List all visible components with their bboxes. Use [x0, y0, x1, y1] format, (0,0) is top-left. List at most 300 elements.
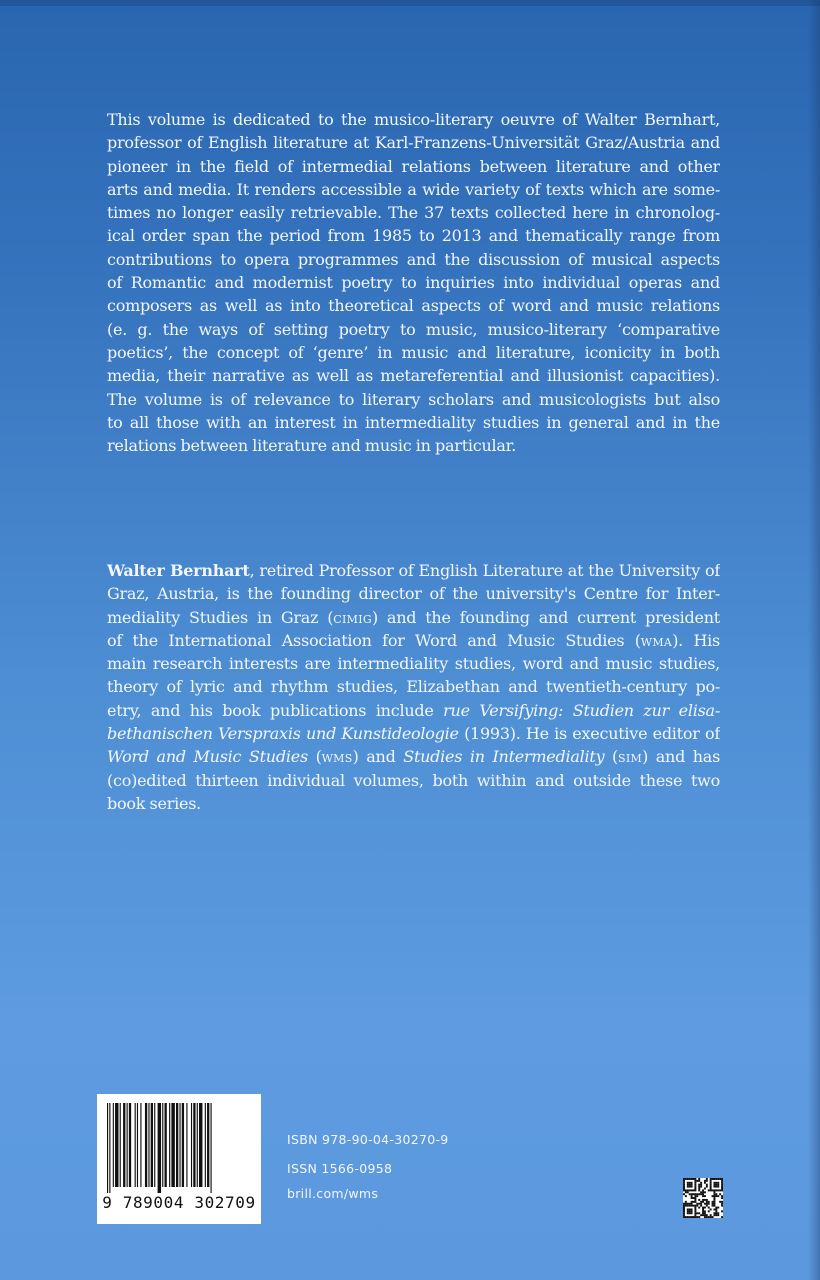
- bio-line: Word and Music Studies (wms) and Studies in Intermediality (sim) and has: [107, 747, 720, 767]
- qr-module: [712, 1205, 714, 1207]
- qr-module: [698, 1193, 700, 1195]
- barcode: [97, 1094, 261, 1224]
- bio-line: book series.: [107, 793, 201, 813]
- qr-module: [721, 1182, 723, 1184]
- qr-module: [713, 1178, 715, 1180]
- qr-module: [683, 1214, 685, 1216]
- qr-module: [721, 1188, 723, 1190]
- blurb-line: (e. g. the ways of setting poetry to music, musico-literary ‘comparative: [107, 319, 720, 339]
- qr-module: [683, 1180, 685, 1182]
- qr-module: [715, 1208, 717, 1210]
- qr-module: [696, 1216, 698, 1218]
- blurb-line: of Romantic and modernist poetry to inquiries into individual operas and: [107, 273, 720, 293]
- qr-module: [689, 1208, 691, 1210]
- barcode-bar: [193, 1103, 195, 1187]
- right-edge-shadow: [808, 0, 820, 1280]
- isbn-number: ISBN 978-90-04-30270-9: [287, 1132, 449, 1147]
- qr-module: [693, 1197, 695, 1199]
- qr-module: [708, 1210, 710, 1212]
- qr-module: [717, 1184, 719, 1186]
- qr-module: [694, 1197, 696, 1199]
- qr-module: [683, 1212, 685, 1214]
- qr-module: [721, 1184, 723, 1186]
- wms-abbr: wms: [321, 747, 353, 767]
- barcode-bar: [120, 1103, 121, 1187]
- qr-module: [713, 1184, 715, 1186]
- qr-module: [694, 1210, 696, 1212]
- qr-module: [702, 1207, 704, 1209]
- bio-line: main research interests are intermediality studies, word and music studies,: [107, 654, 720, 674]
- barcode-bar: [127, 1103, 128, 1187]
- blurb-line: media, their narrative as well as metareferential and illusionist capacities).: [107, 366, 720, 386]
- qr-module: [693, 1205, 695, 1207]
- bio-line: Walter Bernhart, retired Professor of English Literature at the University of: [107, 561, 720, 580]
- qr-module: [685, 1216, 687, 1218]
- qr-module: [685, 1189, 687, 1191]
- qr-module: [721, 1178, 723, 1180]
- barcode-bar: [207, 1103, 209, 1187]
- qr-module: [702, 1193, 704, 1195]
- qr-module: [710, 1214, 712, 1216]
- qr-module: [694, 1193, 696, 1195]
- qr-module: [708, 1216, 710, 1218]
- qr-module: [685, 1191, 687, 1193]
- qr-module: [689, 1182, 691, 1184]
- qr-module: [719, 1193, 721, 1195]
- qr-module: [710, 1189, 712, 1191]
- qr-module: [696, 1193, 698, 1195]
- qr-module: [685, 1195, 687, 1197]
- qr-module: [694, 1180, 696, 1182]
- issn-number: ISSN 1566-0958: [287, 1161, 393, 1176]
- blurb-line: ical order span the period from 1985 to 2013 and thematically range from: [107, 226, 720, 246]
- qr-module: [715, 1207, 717, 1209]
- qr-module: [708, 1189, 710, 1191]
- qr-module: [696, 1212, 698, 1214]
- blurb-line: composers as well as into theoretical aspects of word and music relations: [107, 296, 720, 316]
- barcode-bar: [179, 1103, 180, 1187]
- qr-module: [683, 1205, 685, 1207]
- qr-module: [683, 1182, 685, 1184]
- qr-module: [694, 1184, 696, 1186]
- book-title: rue Versifying: Studien zur elisa-: [443, 700, 720, 720]
- qr-module: [693, 1189, 695, 1191]
- qr-module: [700, 1201, 702, 1203]
- qr-module: [712, 1201, 714, 1203]
- qr-module: [706, 1205, 708, 1207]
- barcode-bar: [171, 1103, 174, 1187]
- bio-line: (co)edited thirteen individual volumes, both within and outside these two: [107, 770, 720, 790]
- qr-module: [702, 1195, 704, 1197]
- qr-module: [704, 1207, 706, 1209]
- qr-module: [694, 1207, 696, 1209]
- qr-module: [715, 1178, 717, 1180]
- barcode-bar: [154, 1103, 155, 1187]
- qr-module: [704, 1182, 706, 1184]
- blurb-line: poetics’, the concept of ‘genre’ in music and literature, iconicity in both: [107, 342, 720, 362]
- qr-module: [715, 1214, 717, 1216]
- qr-module: [704, 1214, 706, 1216]
- qr-module: [694, 1214, 696, 1216]
- qr-module: [700, 1203, 702, 1205]
- qr-module: [687, 1186, 689, 1188]
- qr-module: [719, 1189, 721, 1191]
- qr-module: [698, 1180, 700, 1182]
- qr-module: [691, 1216, 693, 1218]
- qr-module: [691, 1182, 693, 1184]
- qr-module: [683, 1189, 685, 1191]
- qr-module: [706, 1216, 708, 1218]
- blurb-line: The volume is of relevance to literary scholars and musicologists but also: [107, 389, 720, 409]
- qr-module: [704, 1210, 706, 1212]
- barcode-bar: [135, 1103, 136, 1187]
- blurb-paragraph: [107, 108, 720, 457]
- qr-module: [694, 1178, 696, 1180]
- qr-module: [687, 1182, 689, 1184]
- qr-module: [683, 1193, 685, 1195]
- qr-module: [708, 1203, 710, 1205]
- barcode-bar: [205, 1103, 206, 1187]
- qr-module: [698, 1188, 700, 1190]
- bio-line: etry, and his book publications include rue Versifying: Studien zur elisa-: [107, 700, 720, 720]
- qr-module: [702, 1189, 704, 1191]
- qr-module: [706, 1180, 708, 1182]
- qr-module: [689, 1212, 691, 1214]
- qr-module: [691, 1178, 693, 1180]
- qr-module: [687, 1203, 689, 1205]
- qr-module: [702, 1201, 704, 1203]
- qr-module: [687, 1178, 689, 1180]
- qr-module: [717, 1189, 719, 1191]
- qr-module: [710, 1178, 712, 1180]
- qr-module: [713, 1212, 715, 1214]
- qr-module: [702, 1191, 704, 1193]
- qr-module: [694, 1199, 696, 1201]
- book-title-cont: bethanischen Verspraxis und Kunstideologie: [107, 724, 459, 744]
- qr-module: [696, 1205, 698, 1207]
- bio-line: mediality Studies in Graz (cimig) and the founding and current president: [107, 607, 720, 627]
- qr-module: [698, 1203, 700, 1205]
- qr-module: [700, 1193, 702, 1195]
- qr-module: [689, 1193, 691, 1195]
- qr-module: [704, 1199, 706, 1201]
- blurb-line: arts and media. It renders accessible a wide variety of texts which are some-: [107, 179, 720, 199]
- qr-module: [713, 1214, 715, 1216]
- qr-module: [721, 1197, 723, 1199]
- blurb-line: to all those with an interest in intermediality studies in general and in the: [107, 412, 720, 432]
- qr-module: [698, 1212, 700, 1214]
- qr-module: [683, 1186, 685, 1188]
- qr-module: [713, 1182, 715, 1184]
- bio-paragraph: [107, 559, 720, 815]
- qr-module: [691, 1184, 693, 1186]
- qr-module: [712, 1216, 714, 1218]
- qr-module: [704, 1195, 706, 1197]
- qr-module: [715, 1193, 717, 1195]
- qr-module: [687, 1208, 689, 1210]
- qr-module: [700, 1184, 702, 1186]
- blurb-line: professor of English literature at Karl-Franzens-Universität Graz/Austria and: [107, 133, 720, 153]
- qr-module: [710, 1216, 712, 1218]
- qr-module: [689, 1184, 691, 1186]
- qr-module: [712, 1195, 714, 1197]
- qr-module: [715, 1189, 717, 1191]
- author-bio: [107, 559, 720, 815]
- qr-module: [708, 1207, 710, 1209]
- qr-module: [694, 1195, 696, 1197]
- qr-module: [721, 1210, 723, 1212]
- qr-module: [713, 1201, 715, 1203]
- barcode-bar: [137, 1103, 138, 1187]
- qr-module: [713, 1205, 715, 1207]
- qr-module: [706, 1203, 708, 1205]
- barcode-bar: [113, 1103, 114, 1187]
- qr-module: [691, 1193, 693, 1195]
- qr-module: [691, 1197, 693, 1199]
- qr-code-icon: [683, 1178, 723, 1218]
- qr-module: [689, 1203, 691, 1205]
- barcode-bar: [197, 1103, 198, 1187]
- bio-line: bethanischen Verspraxis und Kunstideologie (1993). He is executive editor of: [107, 724, 720, 744]
- qr-module: [685, 1178, 687, 1180]
- qr-module: [702, 1208, 704, 1210]
- qr-module: [712, 1178, 714, 1180]
- qr-module: [715, 1195, 717, 1197]
- qr-module: [710, 1186, 712, 1188]
- qr-module: [704, 1180, 706, 1182]
- qr-module: [715, 1212, 717, 1214]
- barcode-bar: [115, 1103, 118, 1187]
- series-title-wms: Word and Music Studies: [107, 747, 308, 767]
- qr-module: [694, 1201, 696, 1203]
- wma-abbr: wma: [640, 630, 673, 650]
- qr-module: [687, 1212, 689, 1214]
- qr-module: [691, 1208, 693, 1210]
- qr-module: [704, 1188, 706, 1190]
- qr-module: [710, 1188, 712, 1190]
- qr-module: [715, 1184, 717, 1186]
- qr-module: [689, 1189, 691, 1191]
- qr-module: [717, 1195, 719, 1197]
- qr-module: [704, 1216, 706, 1218]
- barcode-bar: [169, 1103, 170, 1187]
- qr-module: [713, 1197, 715, 1199]
- qr-module: [687, 1205, 689, 1207]
- qr-module: [704, 1203, 706, 1205]
- qr-module: [683, 1210, 685, 1212]
- qr-module: [713, 1191, 715, 1193]
- qr-module: [721, 1189, 723, 1191]
- qr-module: [700, 1186, 702, 1188]
- qr-module: [717, 1182, 719, 1184]
- qr-module: [691, 1210, 693, 1212]
- qr-module: [704, 1191, 706, 1193]
- blurb-line: pioneer in the field of intermedial relations between literature and other: [107, 156, 720, 176]
- qr-module: [715, 1210, 717, 1212]
- book-blurb: [107, 108, 720, 457]
- qr-module: [712, 1203, 714, 1205]
- qr-module: [693, 1178, 695, 1180]
- qr-module: [698, 1207, 700, 1209]
- barcode-bar: [107, 1103, 108, 1193]
- qr-module: [694, 1212, 696, 1214]
- qr-module: [693, 1201, 695, 1203]
- bio-line: of the International Association for Word and Music Studies (wma). His: [107, 630, 720, 650]
- qr-module: [698, 1199, 700, 1201]
- qr-module: [691, 1212, 693, 1214]
- qr-module: [694, 1188, 696, 1190]
- qr-module: [689, 1216, 691, 1218]
- qr-module: [717, 1178, 719, 1180]
- qr-module: [689, 1186, 691, 1188]
- qr-module: [687, 1189, 689, 1191]
- qr-module: [698, 1216, 700, 1218]
- qr-module: [683, 1208, 685, 1210]
- barcode-bar: [151, 1103, 153, 1187]
- bio-line: Graz, Austria, is the founding director of the university's Centre for Inter-: [107, 584, 720, 604]
- barcode-bar: [109, 1103, 110, 1193]
- qr-module: [715, 1186, 717, 1188]
- barcode-bar: [140, 1103, 141, 1187]
- barcode-bar: [199, 1103, 202, 1187]
- qr-module: [687, 1184, 689, 1186]
- blurb-line: contributions to opera programmes and the discussion of musical aspects: [107, 249, 720, 269]
- qr-module: [691, 1203, 693, 1205]
- qr-module: [710, 1180, 712, 1182]
- qr-module: [706, 1214, 708, 1216]
- qr-module: [713, 1208, 715, 1210]
- blurb-line: relations between literature and music in particular.: [107, 436, 517, 456]
- cimig-abbr: cimig: [333, 607, 372, 627]
- blurb-line: This volume is dedicated to the musico-literary oeuvre of Walter Bernhart,: [107, 110, 720, 129]
- qr-module: [683, 1184, 685, 1186]
- qr-module: [700, 1214, 702, 1216]
- qr-module: [702, 1214, 704, 1216]
- qr-module: [721, 1216, 723, 1218]
- qr-module: [721, 1205, 723, 1207]
- qr-module: [689, 1178, 691, 1180]
- qr-module: [687, 1210, 689, 1212]
- qr-module: [702, 1199, 704, 1201]
- barcode-bar: [148, 1103, 149, 1187]
- qr-module: [694, 1186, 696, 1188]
- qr-module: [713, 1189, 715, 1191]
- qr-module: [685, 1203, 687, 1205]
- qr-module: [713, 1199, 715, 1201]
- qr-module: [683, 1207, 685, 1209]
- barcode-bar: [165, 1103, 167, 1187]
- qr-module: [691, 1205, 693, 1207]
- barcode-bar: [182, 1103, 184, 1187]
- qr-module: [696, 1195, 698, 1197]
- qr-module: [694, 1205, 696, 1207]
- qr-module: [685, 1205, 687, 1207]
- qr-module: [706, 1186, 708, 1188]
- qr-module: [706, 1199, 708, 1201]
- qr-module: [706, 1184, 708, 1186]
- blurb-line: times no longer easily retrievable. The 37 texts collected here in chronolog-: [107, 203, 720, 223]
- barcode-digits: 9 789004 302709: [102, 1193, 256, 1212]
- barcode-bar: [145, 1103, 147, 1187]
- qr-module: [691, 1186, 693, 1188]
- qr-module: [691, 1201, 693, 1203]
- bio-line: theory of lyric and rhythm studies, Elizabethan and twentieth-century po-: [107, 677, 720, 697]
- qr-module: [694, 1189, 696, 1191]
- qr-module: [717, 1214, 719, 1216]
- qr-module: [713, 1203, 715, 1205]
- series-title-sim: Studies in Intermediality: [403, 747, 605, 767]
- qr-module: [710, 1182, 712, 1184]
- qr-module: [693, 1216, 695, 1218]
- author-name: Walter Bernhart: [107, 561, 250, 580]
- qr-module: [687, 1216, 689, 1218]
- qr-module: [721, 1195, 723, 1197]
- qr-module: [713, 1186, 715, 1188]
- qr-module: [717, 1207, 719, 1209]
- qr-module: [717, 1212, 719, 1214]
- barcode-bar: [123, 1103, 125, 1187]
- sim-abbr: sim: [618, 747, 643, 767]
- qr-module: [698, 1189, 700, 1191]
- barcode-bar: [191, 1103, 192, 1187]
- qr-module: [698, 1178, 700, 1180]
- qr-module: [694, 1208, 696, 1210]
- qr-module: [691, 1189, 693, 1191]
- barcode-bar: [129, 1103, 131, 1187]
- qr-module: [683, 1188, 685, 1190]
- barcode-bar: [158, 1103, 161, 1193]
- qr-module: [706, 1178, 708, 1180]
- barcode-bars-icon: [107, 1103, 251, 1193]
- qr-module: [710, 1208, 712, 1210]
- qr-module: [700, 1182, 702, 1184]
- qr-module: [710, 1184, 712, 1186]
- qr-module: [719, 1201, 721, 1203]
- qr-module: [713, 1193, 715, 1195]
- qr-module: [689, 1210, 691, 1212]
- qr-module: [694, 1182, 696, 1184]
- qr-module: [700, 1191, 702, 1193]
- qr-module: [700, 1205, 702, 1207]
- qr-module: [696, 1180, 698, 1182]
- qr-module: [689, 1205, 691, 1207]
- qr-module: [702, 1210, 704, 1212]
- qr-module: [706, 1201, 708, 1203]
- qr-module: [698, 1184, 700, 1186]
- qr-module: [683, 1178, 685, 1180]
- qr-module: [693, 1193, 695, 1195]
- qr-module: [683, 1203, 685, 1205]
- qr-module: [715, 1182, 717, 1184]
- barcode-bar: [162, 1103, 163, 1187]
- qr-module: [687, 1191, 689, 1193]
- qr-module: [696, 1203, 698, 1205]
- barcode-bar: [186, 1103, 187, 1187]
- qr-module: [721, 1186, 723, 1188]
- barcode-bar: [176, 1103, 178, 1187]
- qr-module: [698, 1186, 700, 1188]
- qr-module: [713, 1195, 715, 1197]
- publisher-url: brill.com/wms: [287, 1186, 379, 1201]
- qr-module: [712, 1189, 714, 1191]
- qr-module: [694, 1216, 696, 1218]
- top-edge: [0, 0, 820, 6]
- qr-module: [685, 1201, 687, 1203]
- qr-module: [721, 1201, 723, 1203]
- qr-module: [702, 1212, 704, 1214]
- qr-module: [719, 1178, 721, 1180]
- qr-module: [717, 1186, 719, 1188]
